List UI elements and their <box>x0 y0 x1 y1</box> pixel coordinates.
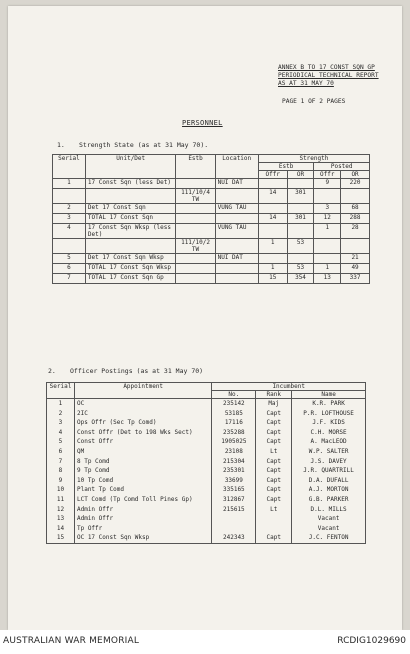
col-posting-serial: Serial <box>47 383 75 399</box>
cell-location <box>215 214 258 224</box>
posting-row <box>47 514 366 524</box>
cell-estb-or: 53 <box>287 264 314 274</box>
cell-posted-or: 49 <box>341 264 370 274</box>
col-incumbent: Incumbent <box>212 383 366 391</box>
cell-rank: Lt <box>256 447 292 457</box>
col-rank: Rank <box>256 391 292 399</box>
cell-estb-offr: 1 <box>258 264 287 274</box>
col-strength-posted: Posted <box>314 163 370 171</box>
cell-estb-or <box>287 254 314 264</box>
strength-row <box>53 224 370 239</box>
cell-posted-or: 220 <box>341 179 370 189</box>
annex-line-3: AS AT 31 MAY 70 <box>278 80 334 87</box>
cell-posted-offr <box>314 189 341 204</box>
cell-name: W.P. SALTER <box>292 447 366 457</box>
cell-serial: 4 <box>53 224 86 239</box>
cell-unit: TOTAL 17 Const Sqn Wksp <box>85 264 176 274</box>
cell-estb <box>176 254 215 264</box>
posting-row <box>47 524 366 534</box>
cell-serial <box>53 189 86 204</box>
cell-unit: 17 Const Sqn Wksp (less Det) <box>85 224 176 239</box>
col-strength: Strength <box>258 155 369 163</box>
cell-number: 235301 <box>212 466 256 476</box>
cell-estb-offr: 15 <box>258 274 287 284</box>
cell-estb: 111/10/4 TW <box>176 189 215 204</box>
cell-location <box>215 239 258 254</box>
posting-row <box>47 399 366 409</box>
cell-appointment: QM <box>74 447 211 457</box>
archive-name: AUSTRALIAN WAR MEMORIAL <box>3 636 140 646</box>
cell-posted-offr: 12 <box>314 214 341 224</box>
cell-rank: Capt <box>256 495 292 505</box>
cell-posted-offr <box>314 239 341 254</box>
section-2-heading <box>48 367 203 375</box>
strength-row <box>53 264 370 274</box>
cell-serial: 12 <box>47 505 75 515</box>
cell-appointment: LCT Comd (Tp Comd Toll Pines Gp) <box>74 495 211 505</box>
cell-estb-offr <box>258 254 287 264</box>
cell-name: A.J. MORTON <box>292 485 366 495</box>
cell-serial: 3 <box>47 418 75 428</box>
cell-number: 312867 <box>212 495 256 505</box>
cell-rank: Capt <box>256 476 292 486</box>
posting-row <box>47 409 366 419</box>
cell-posted-or <box>341 189 370 204</box>
cell-serial: 7 <box>47 457 75 467</box>
col-strength-estb: Estb <box>258 163 314 171</box>
col-location: Location <box>215 155 258 179</box>
col-number: No. <box>212 391 256 399</box>
cell-unit: TOTAL 17 Const Sqn <box>85 214 176 224</box>
cell-posted-or: 68 <box>341 204 370 214</box>
cell-appointment: Const Offr (Det to 198 Wks Sect) <box>74 428 211 438</box>
cell-rank: Capt <box>256 409 292 419</box>
cell-number: 53185 <box>212 409 256 419</box>
section-1-number: 1. <box>57 141 65 149</box>
posting-row <box>47 418 366 428</box>
cell-unit <box>85 189 176 204</box>
cell-number <box>212 524 256 534</box>
cell-rank: Capt <box>256 418 292 428</box>
cell-location: VUNG TAU <box>215 204 258 214</box>
col-unit: Unit/Det <box>85 155 176 179</box>
strength-row <box>53 239 370 254</box>
col-estb-or: OR <box>287 171 314 179</box>
cell-appointment: Tp Offr <box>74 524 211 534</box>
cell-estb-offr <box>258 204 287 214</box>
cell-name: G.B. PARKER <box>292 495 366 505</box>
section-2-number: 2. <box>48 367 56 375</box>
cell-posted-offr: 1 <box>314 224 341 239</box>
cell-estb <box>176 264 215 274</box>
section-1-title: Strength State (as at 31 May 70). <box>79 141 209 149</box>
cell-posted-offr: 1 <box>314 264 341 274</box>
cell-serial: 11 <box>47 495 75 505</box>
cell-serial: 4 <box>47 428 75 438</box>
cell-estb-or: 301 <box>287 214 314 224</box>
cell-location <box>215 264 258 274</box>
cell-rank: Capt <box>256 457 292 467</box>
cell-serial: 8 <box>47 466 75 476</box>
cell-serial: 2 <box>53 204 86 214</box>
archive-reference: RCDIG1029690 <box>337 636 406 646</box>
cell-name: D.L. MILLS <box>292 505 366 515</box>
cell-serial: 9 <box>47 476 75 486</box>
cell-rank <box>256 514 292 524</box>
cell-estb-or <box>287 224 314 239</box>
cell-appointment: OC <box>74 399 211 409</box>
strength-row <box>53 189 370 204</box>
cell-estb-or: 301 <box>287 189 314 204</box>
cell-appointment: OC 17 Const Sqn Wksp <box>74 533 211 543</box>
cell-appointment: Admin Offr <box>74 505 211 515</box>
strength-row <box>53 274 370 284</box>
cell-estb-offr: 1 <box>258 239 287 254</box>
cell-posted-or: 21 <box>341 254 370 264</box>
cell-rank: Capt <box>256 533 292 543</box>
cell-name: Vacant <box>292 514 366 524</box>
cell-estb <box>176 214 215 224</box>
cell-rank: Capt <box>256 437 292 447</box>
posting-row <box>47 485 366 495</box>
cell-estb-offr: 14 <box>258 189 287 204</box>
cell-location: NUI DAT <box>215 179 258 189</box>
cell-number <box>212 514 256 524</box>
col-posted-offr: Offr <box>314 171 341 179</box>
col-serial: Serial <box>53 155 86 179</box>
cell-rank: Maj <box>256 399 292 409</box>
cell-appointment: Const Offr <box>74 437 211 447</box>
cell-serial: 7 <box>53 274 86 284</box>
strength-rows <box>53 179 370 284</box>
cell-name: K.R. PARK <box>292 399 366 409</box>
cell-name: C.H. MORSE <box>292 428 366 438</box>
posting-row <box>47 437 366 447</box>
strength-row <box>53 214 370 224</box>
cell-appointment: Admin Offr <box>74 514 211 524</box>
cell-rank: Lt <box>256 505 292 515</box>
col-name: Name <box>292 391 366 399</box>
cell-posted-or: 288 <box>341 214 370 224</box>
cell-estb-offr: 14 <box>258 214 287 224</box>
cell-rank: Capt <box>256 428 292 438</box>
cell-location <box>215 189 258 204</box>
document-title: PERSONNEL <box>182 119 223 127</box>
cell-serial: 13 <box>47 514 75 524</box>
cell-estb-offr <box>258 179 287 189</box>
strength-row <box>53 254 370 264</box>
cell-name: J.S. DAVEY <box>292 457 366 467</box>
col-posted-or: OR <box>341 171 370 179</box>
cell-posted-offr: 9 <box>314 179 341 189</box>
posting-row <box>47 466 366 476</box>
annex-line-1: ANNEX B TO 17 CONST SQN GP <box>278 64 375 71</box>
cell-name: A. MacLEOD <box>292 437 366 447</box>
cell-serial: 15 <box>47 533 75 543</box>
section-1-heading <box>57 141 208 149</box>
cell-serial: 1 <box>53 179 86 189</box>
cell-name: D.A. DUFALL <box>292 476 366 486</box>
cell-posted-offr <box>314 254 341 264</box>
cell-estb: 111/10/2 TW <box>176 239 215 254</box>
cell-number: 33699 <box>212 476 256 486</box>
cell-location <box>215 274 258 284</box>
cell-rank: Capt <box>256 485 292 495</box>
cell-unit <box>85 239 176 254</box>
cell-serial: 1 <box>47 399 75 409</box>
strength-row <box>53 204 370 214</box>
cell-appointment: 10 Tp Comd <box>74 476 211 486</box>
posting-row <box>47 495 366 505</box>
cell-estb-offr <box>258 224 287 239</box>
section-2-title: Officer Postings (as at 31 May 70) <box>70 367 204 375</box>
cell-estb <box>176 274 215 284</box>
posting-row <box>47 457 366 467</box>
cell-number: 215304 <box>212 457 256 467</box>
cell-number: 17116 <box>212 418 256 428</box>
cell-rank <box>256 524 292 534</box>
posting-row <box>47 476 366 486</box>
cell-posted-offr: 13 <box>314 274 341 284</box>
cell-unit: 17 Const Sqn (less Det) <box>85 179 176 189</box>
cell-posted-or: 28 <box>341 224 370 239</box>
cell-name: J.C. FENTON <box>292 533 366 543</box>
posting-row <box>47 505 366 515</box>
cell-rank: Capt <box>256 466 292 476</box>
cell-estb <box>176 224 215 239</box>
cell-estb-or <box>287 179 314 189</box>
cell-serial: 10 <box>47 485 75 495</box>
cell-appointment: 2IC <box>74 409 211 419</box>
strength-row <box>53 179 370 189</box>
cell-name: J.R. QUARTRILL <box>292 466 366 476</box>
annex-header <box>278 64 379 88</box>
cell-name: P.R. LOFTHOUSE <box>292 409 366 419</box>
cell-estb <box>176 179 215 189</box>
cell-appointment: Ops Offr (Sec Tp Comd) <box>74 418 211 428</box>
cell-estb-or: 53 <box>287 239 314 254</box>
col-appointment: Appointment <box>74 383 211 399</box>
posting-row <box>47 533 366 543</box>
cell-estb-or: 354 <box>287 274 314 284</box>
cell-serial <box>53 239 86 254</box>
posting-rows <box>47 399 366 544</box>
cell-estb <box>176 204 215 214</box>
col-estb-offr: Offr <box>258 171 287 179</box>
cell-serial: 6 <box>47 447 75 457</box>
cell-serial: 2 <box>47 409 75 419</box>
cell-serial: 5 <box>47 437 75 447</box>
cell-serial: 3 <box>53 214 86 224</box>
cell-appointment: 8 Tp Comd <box>74 457 211 467</box>
cell-appointment: 9 Tp Comd <box>74 466 211 476</box>
cell-number: 23108 <box>212 447 256 457</box>
cell-name: J.F. KIDS <box>292 418 366 428</box>
cell-unit: TOTAL 17 Const Sqn Gp <box>85 274 176 284</box>
cell-location: NUI DAT <box>215 254 258 264</box>
cell-serial: 5 <box>53 254 86 264</box>
cell-unit: Det 17 Const Sqn <box>85 204 176 214</box>
cell-name: Vacant <box>292 524 366 534</box>
cell-serial: 6 <box>53 264 86 274</box>
page-count: PAGE 1 OF 2 PAGES <box>282 98 346 105</box>
cell-number: 235142 <box>212 399 256 409</box>
col-estb: Estb <box>176 155 215 179</box>
archive-footer <box>0 630 410 654</box>
posting-row <box>47 447 366 457</box>
cell-number: 335165 <box>212 485 256 495</box>
strength-state-table <box>52 154 370 284</box>
cell-serial: 14 <box>47 524 75 534</box>
cell-number: 242343 <box>212 533 256 543</box>
cell-posted-offr: 3 <box>314 204 341 214</box>
cell-location: VUNG TAU <box>215 224 258 239</box>
cell-number: 1905025 <box>212 437 256 447</box>
officer-postings-table <box>46 382 366 544</box>
cell-number: 235288 <box>212 428 256 438</box>
cell-number: 215615 <box>212 505 256 515</box>
cell-posted-or: 337 <box>341 274 370 284</box>
annex-line-2: PERIODICAL TECHNICAL REPORT <box>278 72 379 79</box>
cell-estb-or <box>287 204 314 214</box>
posting-row <box>47 428 366 438</box>
cell-appointment: Plant Tp Comd <box>74 485 211 495</box>
cell-posted-or <box>341 239 370 254</box>
cell-unit: Det 17 Const Sqn Wksp <box>85 254 176 264</box>
